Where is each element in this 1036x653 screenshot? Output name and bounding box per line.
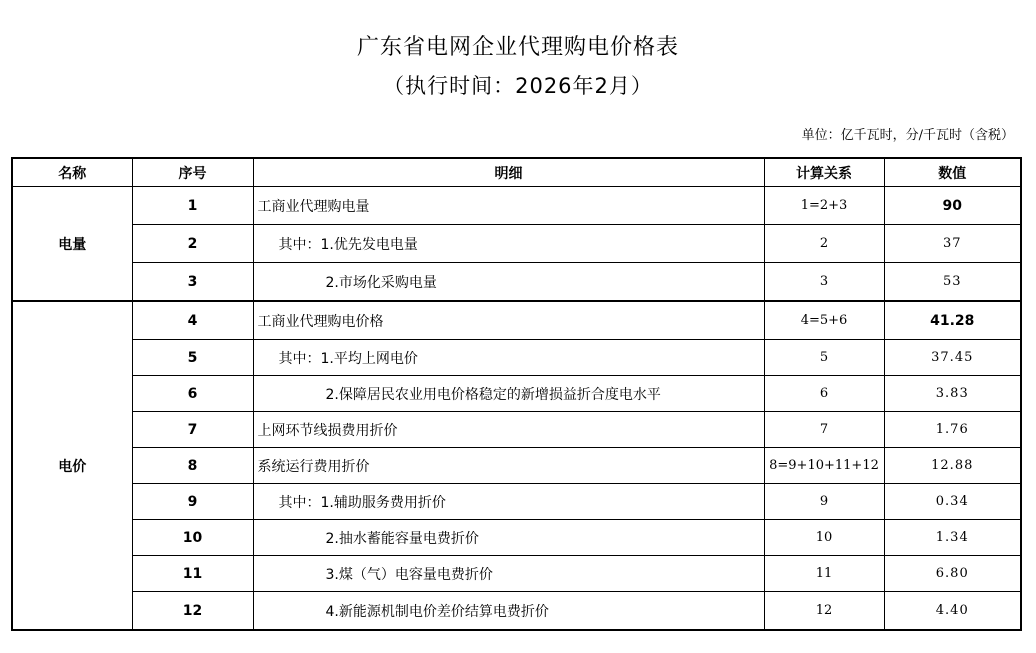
row-seq: 1 <box>132 187 253 225</box>
row-detail: 上网环节线损费用折价 <box>253 412 764 448</box>
row-detail: 系统运行费用折价 <box>253 448 764 484</box>
table-row <box>12 225 1021 263</box>
row-value: 1.76 <box>884 412 1021 448</box>
table-row <box>12 301 1021 340</box>
page-title: 广东省电网企业代理购电价格表 <box>356 35 679 60</box>
header-calc: 计算关系 <box>764 158 884 187</box>
table-header-row <box>12 158 1021 187</box>
table-row <box>12 340 1021 376</box>
row-value: 37.45 <box>884 340 1021 376</box>
row-value: 90 <box>884 187 1021 225</box>
row-calc: 8=9+10+11+12 <box>764 448 884 484</box>
row-seq: 3 <box>132 263 253 302</box>
group-label: 电价 <box>12 301 132 630</box>
row-value: 37 <box>884 225 1021 263</box>
price-table <box>11 157 1022 631</box>
row-detail: 其中：1.辅助服务费用折价 <box>253 484 764 520</box>
row-calc: 9 <box>764 484 884 520</box>
row-detail: 4.新能源机制电价差价结算电费折价 <box>253 592 764 631</box>
table-row <box>12 263 1021 302</box>
table-row <box>12 187 1021 225</box>
row-value: 1.34 <box>884 520 1021 556</box>
row-detail: 其中：1.平均上网电价 <box>253 340 764 376</box>
row-value: 4.40 <box>884 592 1021 631</box>
row-calc: 5 <box>764 340 884 376</box>
row-seq: 7 <box>132 412 253 448</box>
row-value: 41.28 <box>884 301 1021 340</box>
row-seq: 9 <box>132 484 253 520</box>
row-calc: 7 <box>764 412 884 448</box>
row-value: 3.83 <box>884 376 1021 412</box>
table-row <box>12 556 1021 592</box>
row-calc: 3 <box>764 263 884 302</box>
group-label: 电量 <box>12 187 132 302</box>
unit-note: 单位：亿千瓦时，分/千瓦时（含税） <box>801 128 1014 143</box>
row-value: 0.34 <box>884 484 1021 520</box>
row-value: 6.80 <box>884 556 1021 592</box>
row-detail: 3.煤（气）电容量电费折价 <box>253 556 764 592</box>
header-seq: 序号 <box>132 158 253 187</box>
row-seq: 8 <box>132 448 253 484</box>
row-seq: 10 <box>132 520 253 556</box>
row-detail: 其中：1.优先发电电量 <box>253 225 764 263</box>
row-calc: 6 <box>764 376 884 412</box>
row-seq: 4 <box>132 301 253 340</box>
row-value: 12.88 <box>884 448 1021 484</box>
row-calc: 2 <box>764 225 884 263</box>
row-calc: 10 <box>764 520 884 556</box>
row-calc: 12 <box>764 592 884 631</box>
row-seq: 6 <box>132 376 253 412</box>
row-seq: 2 <box>132 225 253 263</box>
row-detail: 2.抽水蓄能容量电费折价 <box>253 520 764 556</box>
table-row <box>12 448 1021 484</box>
row-detail: 2.保障居民农业用电价格稳定的新增损益折合度电水平 <box>253 376 764 412</box>
header-name: 名称 <box>12 158 132 187</box>
row-seq: 12 <box>132 592 253 631</box>
table-row <box>12 412 1021 448</box>
row-value: 53 <box>884 263 1021 302</box>
table-row <box>12 376 1021 412</box>
header-value: 数值 <box>884 158 1021 187</box>
header-detail: 明细 <box>253 158 764 187</box>
row-seq: 11 <box>132 556 253 592</box>
row-seq: 5 <box>132 340 253 376</box>
table-row <box>12 592 1021 631</box>
row-detail: 工商业代理购电量 <box>253 187 764 225</box>
page-subtitle: （执行时间：2026年2月） <box>383 74 653 98</box>
table-row <box>12 520 1021 556</box>
table-row <box>12 484 1021 520</box>
row-detail: 2.市场化采购电量 <box>253 263 764 302</box>
row-calc: 1=2+3 <box>764 187 884 225</box>
row-calc: 4=5+6 <box>764 301 884 340</box>
row-calc: 11 <box>764 556 884 592</box>
row-detail: 工商业代理购电价格 <box>253 301 764 340</box>
